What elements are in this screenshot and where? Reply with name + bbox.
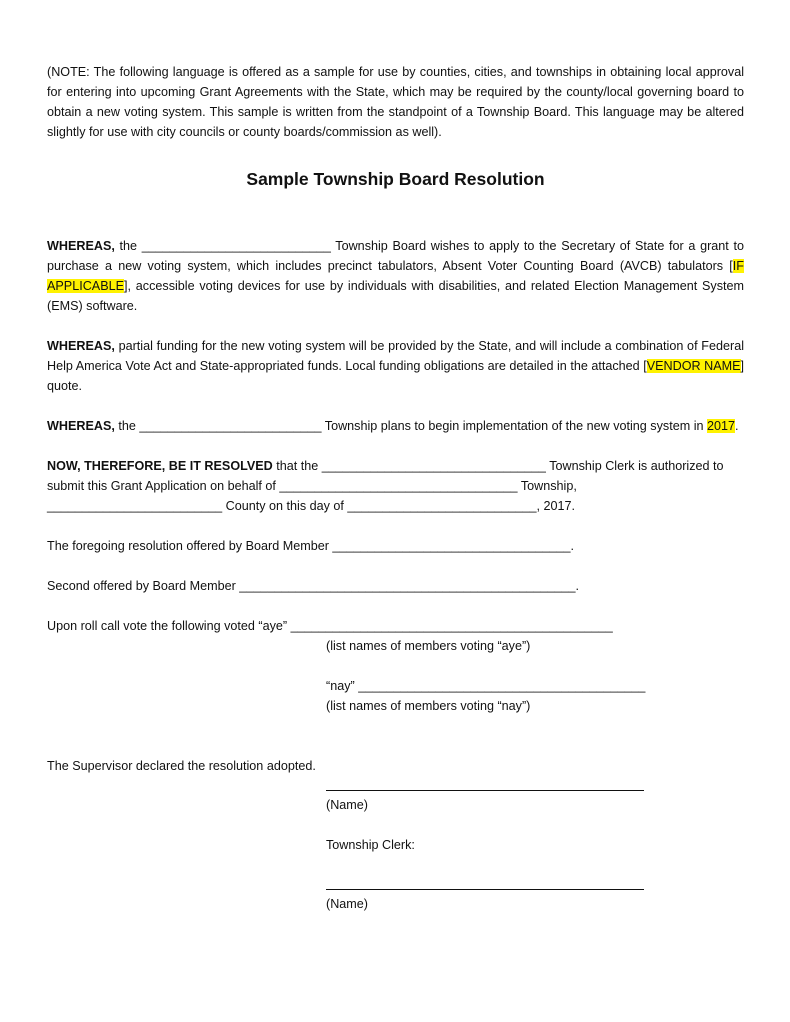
whereas-paragraph-3: WHEREAS, the __________________________ Township plans to begin implementation of the new voting system in 2017.	[47, 419, 739, 433]
township-name-blank: __________________________________	[279, 479, 518, 493]
signature-block-1	[326, 776, 744, 815]
signature-block-2	[326, 875, 744, 914]
supervisor-statement: The Supervisor declared the resolution adopted.	[47, 759, 316, 773]
aye-blank: ______________________________________________	[290, 619, 613, 633]
whereas-paragraph-1: WHEREAS, the ___________________________ Township Board wishes to apply to the Secretary of State for a grant to purchase a new voting system, which includes precinct tabulators, Absent Voter Counting Board (AVCB) tabulators [IF APPLICABLE], accessible voting devices for use by individuals with disabilities, and related Election Management System (EMS) software.	[47, 239, 744, 313]
board-member-blank: __________________________________	[332, 539, 571, 553]
whereas-label: WHEREAS,	[47, 239, 115, 253]
nay-blank: _________________________________________	[358, 679, 646, 693]
nay-line: “nay” _________________________________________	[326, 679, 646, 693]
clerk-name-blank: ________________________________	[321, 459, 546, 473]
nay-note: (list names of members voting “nay”)	[326, 699, 531, 713]
whereas-label: WHEREAS,	[47, 419, 115, 433]
page-title: Sample Township Board Resolution	[246, 169, 545, 189]
note-paragraph: (NOTE: The following language is offered as a sample for use by counties, cities, and townships in obtaining local approval for entering into upcoming Grant Agreements with the State, which may be required by the county/local governing board to obtain a new voting system. This sample is written from the standpoint of a Township Board. This language may be altered slightly for use with city councils or county boards/commission as well).	[47, 65, 744, 139]
whereas-label: WHEREAS,	[47, 339, 115, 353]
county-name-blank: _________________________	[47, 499, 223, 513]
township-clerk-label: Township Clerk:	[326, 838, 415, 852]
whereas-paragraph-2: WHEREAS, partial funding for the new voting system will be provided by the State, and will include a combination of Federal Help America Vote Act and State-appropriated funds. Local funding obligations are detailed in the attached [VENDOR NAME] quote.	[47, 339, 744, 393]
board-member-blank: ________________________________________________	[239, 579, 576, 593]
highlight-vendor-name: VENDOR NAME	[646, 359, 741, 373]
township-name-blank: ___________________________	[141, 239, 331, 253]
signature-line	[326, 776, 644, 791]
document-page	[47, 62, 744, 914]
highlight-year: 2017	[707, 419, 736, 433]
signature-name-label: (Name)	[326, 798, 368, 812]
second-line: Second offered by Board Member ________________________________________________.	[47, 579, 579, 593]
date-blank: ___________________________	[347, 499, 537, 513]
foregoing-line: The foregoing resolution offered by Board Member __________________________________.	[47, 539, 575, 553]
roll-call-line: Upon roll call vote the following voted “aye” ______________________________________________	[47, 619, 613, 633]
aye-note: (list names of members voting “aye”)	[326, 639, 531, 653]
township-name-blank: __________________________	[139, 419, 322, 433]
resolved-label: NOW, THEREFORE, BE IT RESOLVED	[47, 459, 273, 473]
signature-name-label: (Name)	[326, 897, 368, 911]
resolved-paragraph: NOW, THEREFORE, BE IT RESOLVED that the ________________________________ Township Clerk is authorized to submit this Grant Application on behalf of __________________________________ Township, _________________________ County on this day of ___________________________, 2017.	[47, 459, 724, 513]
highlight-if-applicable: IF APPLICABLE	[47, 259, 744, 293]
signature-line	[326, 875, 644, 890]
